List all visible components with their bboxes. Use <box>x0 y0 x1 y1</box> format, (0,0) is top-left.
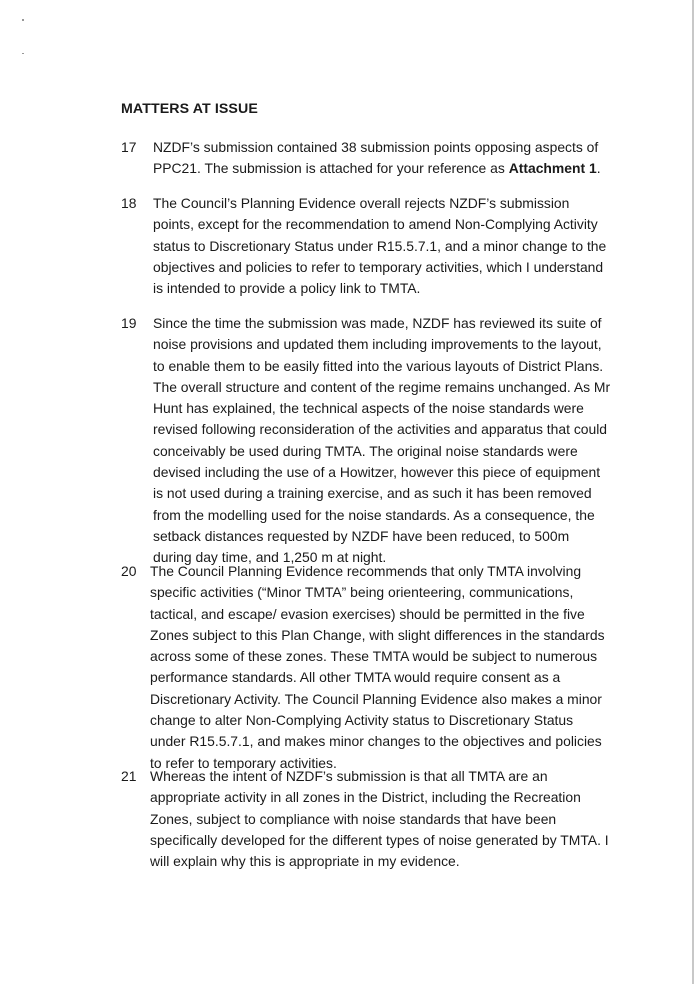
paragraph-number: 19 <box>121 315 137 331</box>
paragraph-18 <box>121 193 611 299</box>
section-heading: MATTERS AT ISSUE <box>121 101 258 117</box>
paragraph-number: 20 <box>121 563 137 579</box>
paragraph-text: The Council Planning Evidence recommends that only TMTA involving specific activities (“Minor TMTA” being orienteering, communications, tactical, and escape/ evasion exercises) should be permitted in the five Zones subject to this Plan Change, with slight differences in the standards across some of these zones. These TMTA would be subject to numerous performance standards. All other TMTA would require consent as a Discretionary Activity. The Council Planning Evidence also makes a minor change to alter Non-Complying Activity status to Discretionary Status under R15.5.7.1, and makes minor changes to the objectives and policies to refer to temporary activities. <box>150 563 605 771</box>
paragraph-19 <box>121 313 611 569</box>
paragraph-text: The Council’s Planning Evidence overall rejects NZDF’s submission points, except for the recommendation to amend Non-Complying Activity status to Discretionary Status under R15.5.7.1, and a minor change to the objectives and policies to refer to temporary activities, which I understand is intended to provide a policy link to TMTA. <box>153 195 607 297</box>
paragraph-text: Since the time the submission was made, NZDF has reviewed its suite of noise provisions and updated them including improvements to the layout, to enable them to be easily fitted into the various layouts of District Plans. The overall structure and content of the regime remains unchanged. As Mr Hunt has explained, the technical aspects of the noise standards were revised following reconsideration of the activities and apparatus that could conceivably be used during TMTA. The original noise standards were devised including the use of a Howitzer, however this piece of equipment is not used during a training exercise, and as such it has been removed from the modelling used for the noise standards. As a consequence, the setback distances requested by NZDF have been reduced, to 500m during day time, and 1,250 m at night. <box>153 315 611 566</box>
paragraph-text: Whereas the intent of NZDF’s submission is that all TMTA are an appropriate activity in all zones in the District, including the Recreation Zones, subject to compliance with noise standards that have been specifically developed for the different types of noise generated by TMTA. I will explain why this is appropriate in my evidence. <box>150 768 609 870</box>
paragraph-number: 21 <box>121 768 137 784</box>
paragraph-number: 18 <box>121 195 137 211</box>
scan-speck <box>22 53 24 54</box>
paragraph-17 <box>121 137 611 180</box>
attachment-reference: Attachment 1 <box>508 160 597 177</box>
scan-speck <box>22 19 24 21</box>
paragraph-text: NZDF’s submission contained 38 submission points opposing aspects of PPC21. The submission is attached for your reference as Attachment 1. <box>153 139 601 177</box>
paragraph-21 <box>121 766 611 872</box>
paragraph-20 <box>121 561 611 774</box>
paragraph-number: 17 <box>121 139 137 155</box>
